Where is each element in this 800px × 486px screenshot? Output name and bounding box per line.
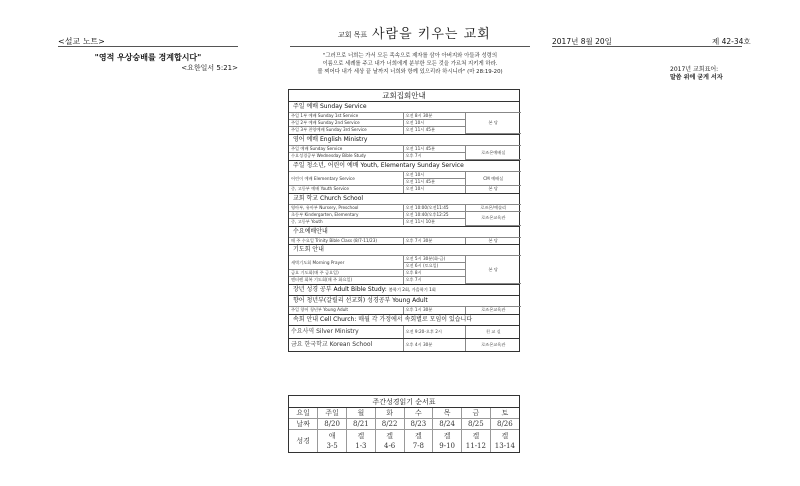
row-label: 날짜 — [289, 419, 318, 430]
section-title: 향어 청년부(갈릴리 선교회) 성경공부 Young Adult — [293, 297, 428, 304]
masthead-label: 교회 목표 — [338, 31, 368, 39]
bulletin-date: 2017년 8월 20일 — [552, 37, 612, 46]
service-location: 본 당 — [465, 113, 521, 134]
table-row — [289, 113, 521, 120]
table-row — [289, 326, 521, 338]
motto-text: 말씀 위에 굳게 서자 — [670, 74, 723, 81]
section-title-text: 장년 성경 공부 Adult Bible Study: — [293, 286, 387, 293]
service-name: 주일 2부 예배 Sunday 2nd Service — [289, 120, 403, 127]
book: 겔 — [443, 431, 451, 440]
service-location: 로즈몬교육관 — [465, 211, 521, 225]
divider — [290, 46, 530, 47]
schedule-section — [289, 296, 519, 315]
bible-cell — [462, 430, 491, 452]
chapters: 3-5 — [326, 441, 338, 450]
schedule-section — [289, 227, 519, 246]
day-cell: 목 — [433, 408, 462, 419]
chapters: 9-10 — [439, 441, 455, 450]
section-title: 금요 한국학교 Korean School — [289, 339, 403, 351]
service-name: 주일 향어 청년부 Young Adult — [289, 307, 403, 314]
reading-title: 주간성경읽기 순서표 — [289, 396, 519, 408]
schedule-table — [289, 145, 521, 160]
service-time: 오전 5시 30분(화-금) — [403, 256, 465, 263]
service-location: 로즈몬교육관 — [465, 339, 521, 351]
schedule-title: 교회집회안내 — [289, 90, 519, 102]
table-row — [289, 256, 521, 263]
service-time: 오전 10시 — [403, 186, 465, 193]
schedule-section — [289, 135, 519, 161]
service-location: 본 당 — [465, 237, 521, 244]
service-time: 오전 10:00/오전11:45 — [403, 204, 465, 211]
service-time: 오후 7시 — [403, 277, 465, 284]
schedule-table — [289, 237, 521, 245]
book: 겔 — [472, 431, 480, 440]
date-cell: 8/26 — [490, 419, 519, 430]
service-time: 오후 4시 30분 — [403, 339, 465, 351]
date-cell: 8/21 — [347, 419, 376, 430]
schedule-section — [289, 161, 519, 194]
service-location: 로즈몬예배실 — [465, 146, 521, 160]
section-title: 교회 학교 Church School — [293, 194, 364, 202]
service-time: 오전 10시 — [403, 172, 465, 179]
table-row — [289, 146, 521, 153]
service-time: 오전 6시 (토요일) — [403, 263, 465, 270]
bible-cell — [490, 430, 519, 452]
table-row — [289, 339, 521, 351]
table-row — [289, 237, 521, 244]
table-row — [289, 430, 519, 452]
service-name: 금요 기도회(매 주 금요일) — [289, 270, 403, 277]
schedule-table — [289, 339, 521, 351]
date-cell: 8/25 — [462, 419, 491, 430]
day-cell: 화 — [375, 408, 404, 419]
day-cell: 금 — [462, 408, 491, 419]
sermon-title: "영적 우상숭배를 경계합시다" — [94, 53, 202, 62]
table-row — [289, 419, 519, 430]
schedule-table — [289, 255, 521, 284]
chapters: 7-8 — [412, 441, 425, 450]
verse-line: 이름으로 세례를 주고 내가 너희에게 분부한 모든 것을 가르쳐 지키게 하라. — [322, 61, 498, 67]
chapters: 11-12 — [465, 441, 486, 450]
schedule-table — [289, 112, 521, 134]
service-time: 오전 9:20-오후 2시 — [403, 326, 465, 338]
table-row — [289, 172, 521, 179]
service-location: 로즈몬교육관 — [465, 307, 521, 314]
section-title: 주일 청소년, 어린이 예배 Youth, Elementary Sunday Service — [293, 162, 464, 169]
service-name: 매 주 수요일 Trinity Bible Class (8/7-11/23) — [289, 237, 403, 244]
service-time: 오전 11시 45분 — [403, 146, 465, 153]
section-title: 영어 예배 English Ministry — [293, 136, 368, 143]
divider — [58, 46, 238, 47]
schedule-table — [289, 326, 521, 338]
section-title: 기도회 안내 — [293, 246, 324, 253]
date-cell: 8/20 — [318, 419, 347, 430]
day-cell: 토 — [490, 408, 519, 419]
chapters: 1-3 — [355, 441, 367, 450]
service-name: 주일 1부 예배 Sunday 1st Service — [289, 113, 403, 120]
schedule-section — [289, 326, 519, 339]
row-label: 요일 — [289, 408, 318, 419]
service-time: 오후 7시 30분 — [403, 237, 465, 244]
schedule-section — [289, 102, 519, 135]
service-name: 주일 예배 Sunday Service — [289, 146, 403, 153]
service-location: 로즈몬/예솔리 — [465, 204, 521, 211]
section-title: 수요예배안내 — [293, 227, 328, 235]
section-title — [289, 285, 519, 295]
service-name: 어린이 예배 Elementary Service — [289, 172, 403, 186]
section-title: 주일 예배 Sunday Service — [293, 103, 367, 110]
schedule-section — [289, 339, 519, 351]
masthead-title: 사람을 키우는 교회 — [372, 27, 491, 42]
verse-quote — [288, 52, 532, 76]
section-title: 속회 안내 Cell Church: 매월 각 가정에서 속회별로 모임이 있습니다 — [293, 315, 473, 323]
date-cell: 8/24 — [433, 419, 462, 430]
service-location: CM 예배실 — [465, 172, 521, 186]
day-cell: 수 — [404, 408, 433, 419]
day-cell: 주일 — [318, 408, 347, 419]
schedule-section — [289, 315, 519, 326]
schedule-section — [289, 245, 519, 285]
table-row — [289, 211, 521, 218]
service-name: 엔터렌 회복 기도회(매 주 화요일) — [289, 277, 403, 284]
sermon-notes-label: <설교 노트> — [58, 37, 105, 46]
service-time: 오전 10:40/오후12:25 — [403, 211, 465, 218]
service-time: 오전 11시 45분 — [403, 179, 465, 186]
bible-cell — [318, 430, 347, 452]
verse-line: "그러므로 너희는 가서 모든 족속으로 제자를 삼아 아버지와 아들과 성령의 — [322, 53, 498, 59]
service-time: 오후 8시 — [403, 270, 465, 277]
date-cell: 8/23 — [404, 419, 433, 430]
table-row — [289, 408, 519, 419]
chapters: 13-14 — [494, 441, 515, 450]
motto-label: 2017년 교회표어: — [670, 66, 719, 73]
divider — [552, 46, 742, 47]
date-cell: 8/22 — [375, 419, 404, 430]
row-label: 성경 — [289, 430, 318, 452]
service-name: 수요성경공부 Wednesday Bible Study — [289, 153, 403, 160]
service-location: 본 당 — [465, 256, 521, 284]
service-name: 주일 3부 찬양예배 Sunday 3rd Service — [289, 127, 403, 134]
book: 겔 — [357, 431, 365, 440]
book: 겔 — [501, 431, 509, 440]
service-name: 초등부 Kindergarten, Elementary — [289, 211, 403, 218]
schedule-section — [289, 285, 519, 296]
schedule-table — [289, 204, 521, 226]
service-name: 새벽기도회 Morning Prayer — [289, 256, 403, 270]
service-time: 오후 7시 — [403, 153, 465, 160]
table-row — [289, 186, 521, 193]
service-time: 오후 1시 30분 — [403, 307, 465, 314]
bible-cell — [375, 430, 404, 452]
table-row — [289, 307, 521, 314]
bible-cell — [404, 430, 433, 452]
service-time: 오전 11시 10분 — [403, 218, 465, 225]
section-title: 수요사역 Silver Ministry — [289, 326, 403, 338]
service-time: 오전 11시 45분 — [403, 127, 465, 134]
reading-grid — [289, 408, 519, 452]
service-name: 중, 고등부 예배 Youth Service — [289, 186, 403, 193]
day-cell: 월 — [347, 408, 376, 419]
verse-line: 볼 찌어다 내가 세상 끝 날까지 너희와 항께 있으리라 하시니라" (마 28:19-20) — [317, 69, 503, 75]
sermon-reference: <요한일서 5:21> — [181, 64, 238, 72]
table-row — [289, 204, 521, 211]
service-time: 오전 10시 — [403, 120, 465, 127]
book: 겔 — [414, 431, 422, 440]
section-title-note: 봄학기 2회, 가을학기 1회 — [388, 287, 436, 292]
service-schedule — [288, 89, 520, 352]
service-location: 친 교 실 — [465, 326, 521, 338]
chapters: 4-6 — [383, 441, 396, 450]
service-time: 오전 8시 30분 — [403, 113, 465, 120]
bible-reading-table — [288, 395, 520, 453]
schedule-table — [289, 306, 521, 314]
bible-cell — [433, 430, 462, 452]
bible-cell — [347, 430, 376, 452]
book: 겔 — [386, 431, 393, 440]
schedule-table — [289, 171, 521, 193]
service-name: 영아부, 유아부 Nursery, Preschool — [289, 204, 403, 211]
service-location: 본 당 — [465, 186, 521, 193]
book: 애 — [328, 431, 336, 440]
service-name: 중, 고등부 Youth — [289, 218, 403, 225]
issue-number: 제 42-34호 — [712, 37, 751, 46]
schedule-section — [289, 194, 519, 227]
